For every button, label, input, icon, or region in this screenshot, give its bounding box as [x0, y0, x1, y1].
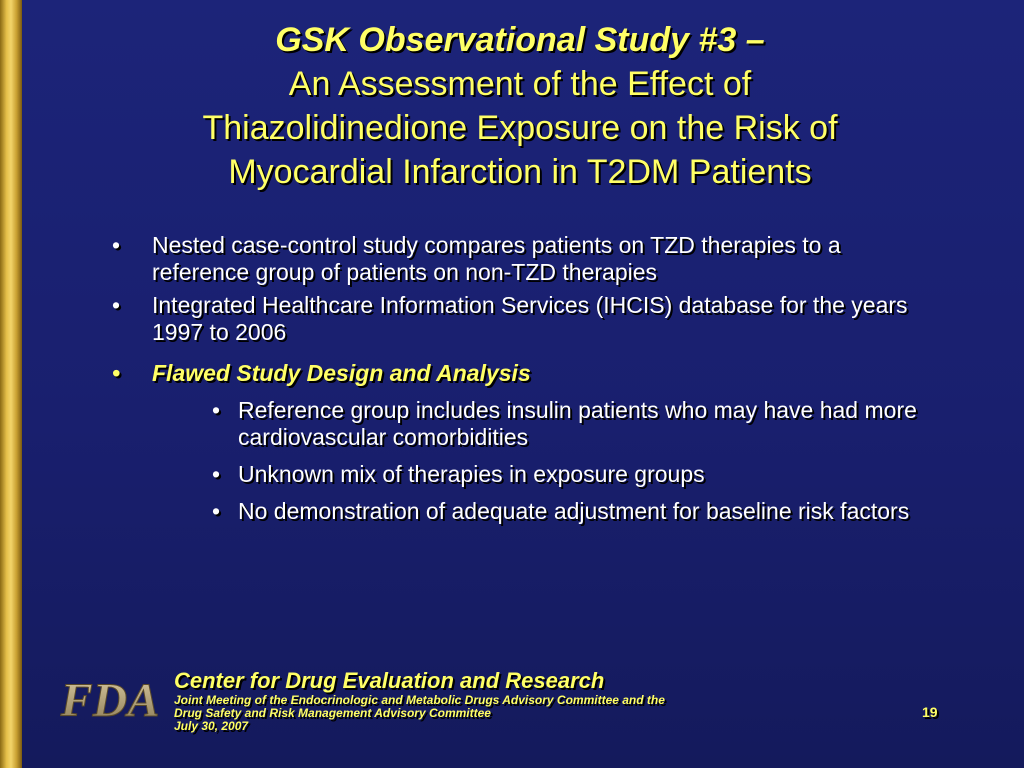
bullet-item-flawed-design: [112, 360, 912, 387]
sub-bullet-text: Unknown mix of therapies in exposure groups: [238, 461, 705, 487]
footer-center-name: Center for Drug Evaluation and Research: [174, 668, 605, 693]
sub-bullet-item: [212, 397, 918, 451]
bullet-dot-icon: •: [212, 397, 221, 423]
bullet-text: Flawed Study Design and Analysis: [152, 360, 531, 386]
bullet-text: Integrated Healthcare Information Services (IHCIS) database for the years 1997 to 2006: [152, 292, 908, 345]
bullet-list: [112, 232, 917, 525]
bullet-dot-icon: •: [112, 360, 121, 386]
title-line-3: Thiazolidinedione Exposure on the Risk of: [202, 109, 838, 147]
bullet-dot-icon: •: [112, 232, 121, 258]
bullet-dot-icon: •: [212, 461, 221, 487]
fda-logo-text: FDA: [60, 674, 160, 724]
page-number: 19: [922, 704, 938, 720]
gold-accent-bar: [0, 0, 22, 768]
footer-date: July 30, 2007: [174, 719, 249, 733]
sub-bullet-item: [212, 461, 918, 488]
footer-meeting-line: Joint Meeting of the Endocrinologic and Metabolic Drugs Advisory Committee and the: [174, 693, 665, 707]
bullet-dot-icon: •: [212, 498, 221, 524]
sub-bullet-text: Reference group includes insulin patients who may have had more cardiovascular comorbidities: [238, 397, 917, 450]
title-line-1: GSK Observational Study #3 –: [275, 21, 765, 59]
bullet-item: [112, 232, 912, 286]
sub-bullet-text: No demonstration of adequate adjustment for baseline risk factors: [238, 498, 910, 524]
title-line-2: An Assessment of the Effect of: [288, 65, 752, 103]
bullet-dot-icon: •: [112, 292, 121, 318]
footer-committee-line: Drug Safety and Risk Management Advisory Committee: [174, 706, 491, 720]
sub-bullet-item: [212, 498, 918, 525]
title-line-4: Myocardial Infarction in T2DM Patients: [228, 153, 812, 191]
bullet-item: [112, 292, 912, 346]
footer: [174, 668, 665, 733]
bullet-text: Nested case-control study compares patients on TZD therapies to a reference group of patients on non-TZD therapies: [152, 232, 841, 285]
fda-logo-icon: [58, 672, 162, 724]
slide-title: [60, 18, 980, 194]
